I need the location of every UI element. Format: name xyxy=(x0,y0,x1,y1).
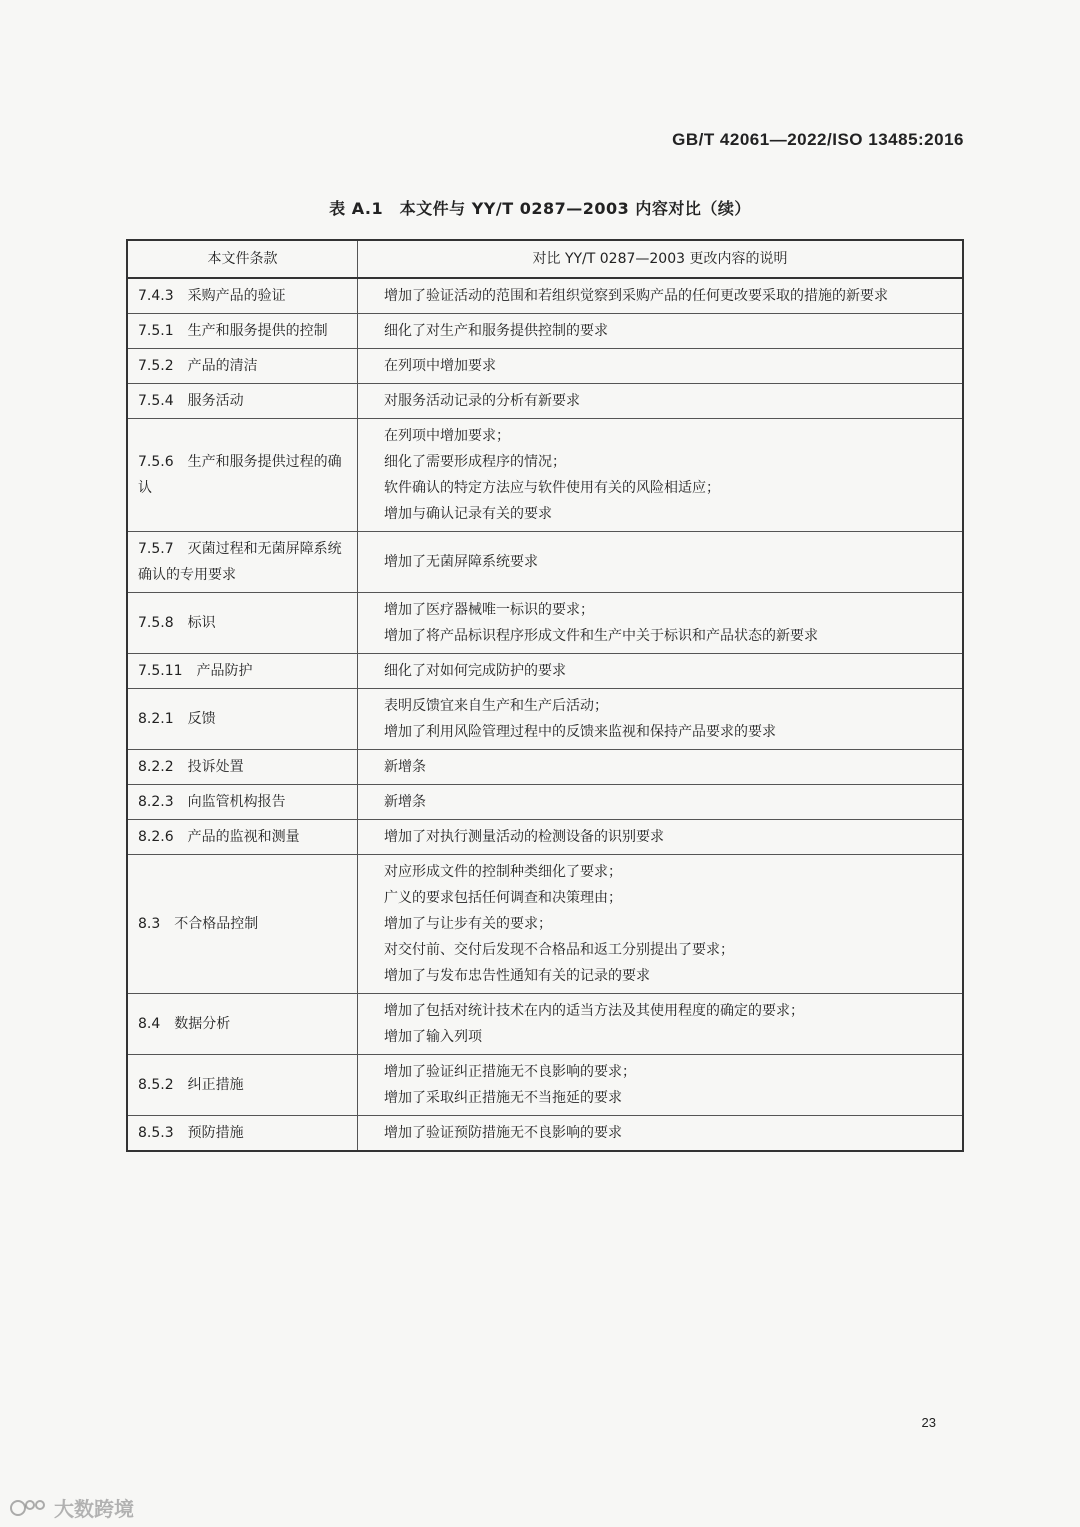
clause-cell xyxy=(127,419,358,532)
table-row xyxy=(127,820,963,855)
description-line: 增加了包括对统计技术在内的适当方法及其使用程度的确定的要求； xyxy=(384,1003,804,1019)
table-row xyxy=(127,349,963,384)
description-cell xyxy=(358,689,964,750)
table-row xyxy=(127,384,963,419)
clause-cell xyxy=(127,689,358,750)
description-line: 增加了采取纠正措施无不当拖延的要求 xyxy=(384,1090,622,1106)
clause-text: 7.5.8 标识 xyxy=(138,615,216,631)
table-row xyxy=(127,314,963,349)
description-line: 新增条 xyxy=(384,794,426,810)
table-row xyxy=(127,419,963,532)
table-row xyxy=(127,278,963,314)
description-line: 增加了利用风险管理过程中的反馈来监视和保持产品要求的要求 xyxy=(384,724,776,740)
clause-text: 8.3 不合格品控制 xyxy=(138,916,259,932)
clause-cell xyxy=(127,855,358,994)
table-row xyxy=(127,750,963,785)
description-line: 细化了对生产和服务提供控制的要求 xyxy=(384,323,608,339)
description-line: 在列项中增加要求 xyxy=(384,358,496,374)
description-line: 细化了需要形成程序的情况； xyxy=(384,454,566,470)
description-line: 表明反馈宜来自生产和生产后活动； xyxy=(384,698,608,714)
table-row xyxy=(127,532,963,593)
table-row xyxy=(127,855,963,994)
clause-cell xyxy=(127,654,358,689)
description-cell xyxy=(358,750,964,785)
description-line: 软件确认的特定方法应与软件使用有关的风险相适应； xyxy=(384,480,720,496)
description-line: 新增条 xyxy=(384,759,426,775)
description-line: 增加了验证纠正措施无不良影响的要求； xyxy=(384,1064,636,1080)
clause-cell xyxy=(127,278,358,314)
clause-cell xyxy=(127,349,358,384)
table-header-row xyxy=(127,240,963,278)
description-cell xyxy=(358,419,964,532)
clause-cell xyxy=(127,384,358,419)
table-row xyxy=(127,785,963,820)
clause-text: 8.2.6 产品的监视和测量 xyxy=(138,829,300,845)
clause-text: 7.5.11 产品防护 xyxy=(138,663,253,679)
clause-text: 8.2.1 反馈 xyxy=(138,711,216,727)
clause-cell xyxy=(127,750,358,785)
clause-cell xyxy=(127,532,358,593)
description-line: 细化了对如何完成防护的要求 xyxy=(384,663,566,679)
description-cell xyxy=(358,278,964,314)
clause-text: 7.5.6 生产和服务提供过程的确认 xyxy=(138,454,342,496)
clause-text: 8.2.2 投诉处置 xyxy=(138,759,244,775)
description-line: 增加了将产品标识程序形成文件和生产中关于标识和产品状态的新要求 xyxy=(384,628,818,644)
description-line: 对服务活动记录的分析有新要求 xyxy=(384,393,580,409)
description-cell xyxy=(358,1055,964,1116)
clause-cell xyxy=(127,1116,358,1152)
watermark-text: 大数跨境 xyxy=(54,1497,134,1521)
description-line: 对应形成文件的控制种类细化了要求； xyxy=(384,864,622,880)
clause-text: 7.5.7 灭菌过程和无菌屏障系统确认的专用要求 xyxy=(138,541,342,583)
description-cell xyxy=(358,384,964,419)
clause-text: 7.4.3 采购产品的验证 xyxy=(138,288,286,304)
table-title: 表 A.1 本文件与 YY/T 0287—2003 内容对比（续） xyxy=(329,199,751,218)
clause-cell xyxy=(127,314,358,349)
description-line: 增加了与让步有关的要求； xyxy=(384,916,552,932)
description-cell xyxy=(358,654,964,689)
description-line: 增加了与发布忠告性通知有关的记录的要求 xyxy=(384,968,650,984)
page-number: 23 xyxy=(921,1415,936,1430)
description-cell xyxy=(358,820,964,855)
clause-text: 8.5.3 预防措施 xyxy=(138,1125,244,1141)
comparison-table xyxy=(126,239,964,1152)
description-line: 增加了验证预防措施无不良影响的要求 xyxy=(384,1125,622,1141)
clause-text: 7.5.1 生产和服务提供的控制 xyxy=(138,323,328,339)
clause-text: 7.5.2 产品的清洁 xyxy=(138,358,258,374)
description-cell xyxy=(358,532,964,593)
description-line: 增加与确认记录有关的要求 xyxy=(384,506,552,522)
table-row xyxy=(127,1116,963,1152)
table-body xyxy=(127,278,963,1151)
description-cell xyxy=(358,314,964,349)
table-row xyxy=(127,1055,963,1116)
table-row xyxy=(127,689,963,750)
description-cell xyxy=(358,349,964,384)
description-line: 对交付前、交付后发现不合格品和返工分别提出了要求； xyxy=(384,942,734,958)
description-cell xyxy=(358,1116,964,1152)
column-header-description: 对比 YY/T 0287—2003 更改内容的说明 xyxy=(358,240,964,278)
standard-code: GB/T 42061—2022/ISO 13485:2016 xyxy=(672,130,964,149)
description-line: 增加了医疗器械唯一标识的要求； xyxy=(384,602,594,618)
clause-cell xyxy=(127,1055,358,1116)
column-header-clause: 本文件条款 xyxy=(127,240,358,278)
description-line: 在列项中增加要求； xyxy=(384,428,510,444)
clause-text: 8.5.2 纠正措施 xyxy=(138,1077,244,1093)
description-line: 增加了输入列项 xyxy=(384,1029,482,1045)
clause-text: 8.4 数据分析 xyxy=(138,1016,231,1032)
description-line: 增加了验证活动的范围和若组织觉察到采购产品的任何更改要采取的措施的新要求 xyxy=(384,288,888,304)
clause-cell xyxy=(127,994,358,1055)
watermark-logo-icon xyxy=(10,1497,50,1519)
clause-cell xyxy=(127,820,358,855)
clause-cell xyxy=(127,785,358,820)
description-line: 增加了对执行测量活动的检测设备的识别要求 xyxy=(384,829,664,845)
table-row xyxy=(127,654,963,689)
clause-text: 8.2.3 向监管机构报告 xyxy=(138,794,286,810)
table-row xyxy=(127,593,963,654)
description-cell xyxy=(358,855,964,994)
description-line: 广义的要求包括任何调查和决策理由； xyxy=(384,890,622,906)
description-cell xyxy=(358,785,964,820)
table-row xyxy=(127,994,963,1055)
description-cell xyxy=(358,994,964,1055)
clause-cell xyxy=(127,593,358,654)
description-cell xyxy=(358,593,964,654)
description-line: 增加了无菌屏障系统要求 xyxy=(384,554,538,570)
clause-text: 7.5.4 服务活动 xyxy=(138,393,244,409)
watermark xyxy=(10,1493,134,1522)
